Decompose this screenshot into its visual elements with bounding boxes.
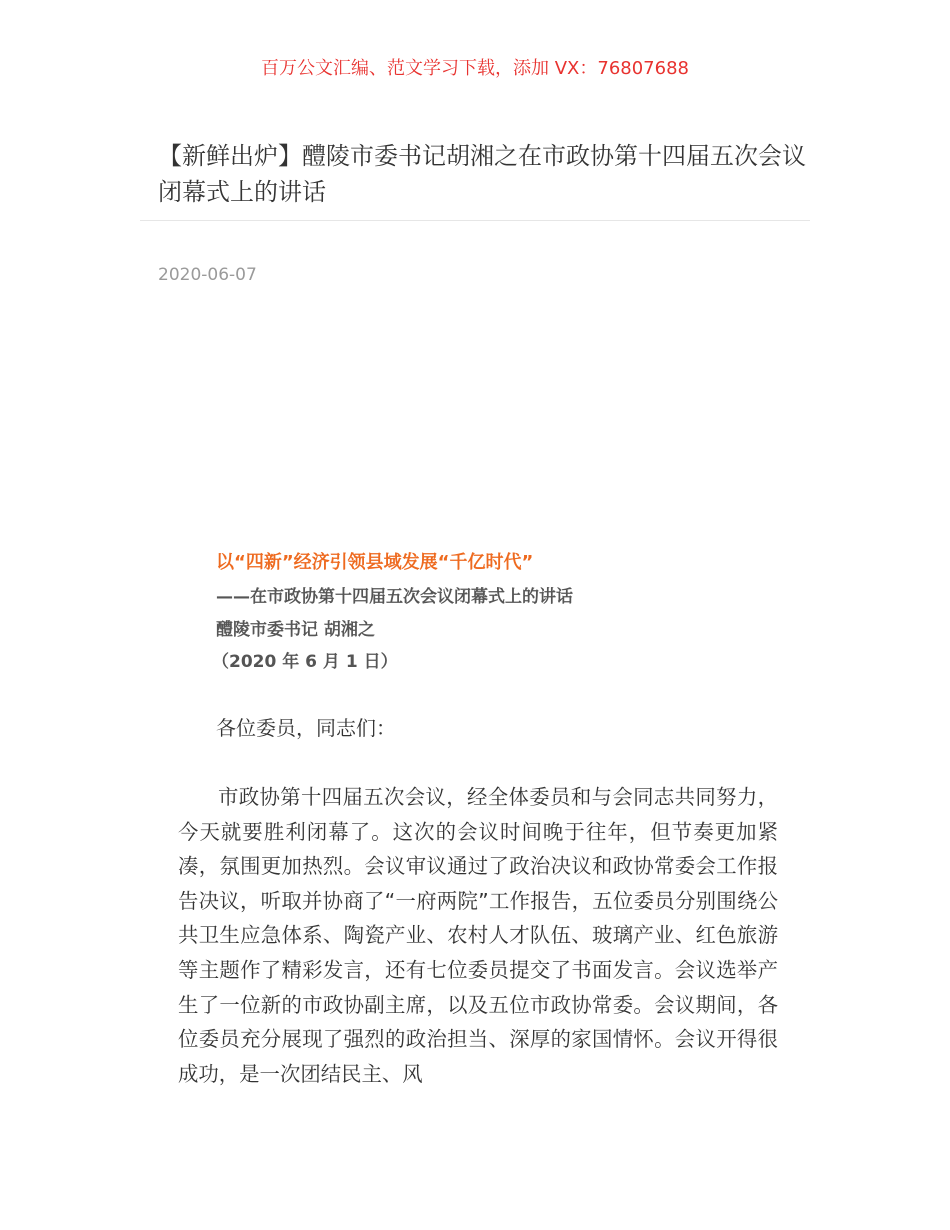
speech-speaker: 醴陵市委书记 胡湘之 bbox=[216, 620, 375, 640]
speech-date: （2020 年 6 月 1 日） bbox=[212, 652, 398, 672]
title-divider bbox=[140, 220, 810, 221]
promo-banner: 百万公文汇编、范文学习下载，添加 VX：76807688 bbox=[261, 58, 689, 79]
body-paragraph: 市政协第十四届五次会议，经全体委员和与会同志共同努力，今天就要胜利闭幕了。这次的会议时间晚于往年，但节奏更加紧凑，氛围更加热烈。会议审议通过了政治决议和政协常委会工作报告决议，听取并协商了“一府两院”工作报告，五位委员分别围绕公共卫生应急体系、陶瓷产业、农村人才队伍、玻璃产业、红色旅游等主题作了精彩发言，还有七位委员提交了书面发言。会议选举产生了一位新的市政协副主席，以及五位市政协常委。会议期间，各位委员充分展现了强烈的政治担当、深厚的家国情怀。会议开得很成功，是一次团结民主、风 bbox=[178, 785, 778, 1086]
speech-subtitle: ——在市政协第十四届五次会议闭幕式上的讲话 bbox=[216, 587, 573, 607]
salutation: 各位委员，同志们： bbox=[216, 716, 396, 740]
speech-headline: 以“四新”经济引领县域发展“千亿时代” bbox=[216, 552, 534, 573]
article-title: 【新鲜出炉】醴陵市委书记胡湘之在市政协第十四届五次会议闭幕式上的讲话 bbox=[158, 142, 806, 206]
publish-date: 2020-06-07 bbox=[158, 265, 257, 285]
